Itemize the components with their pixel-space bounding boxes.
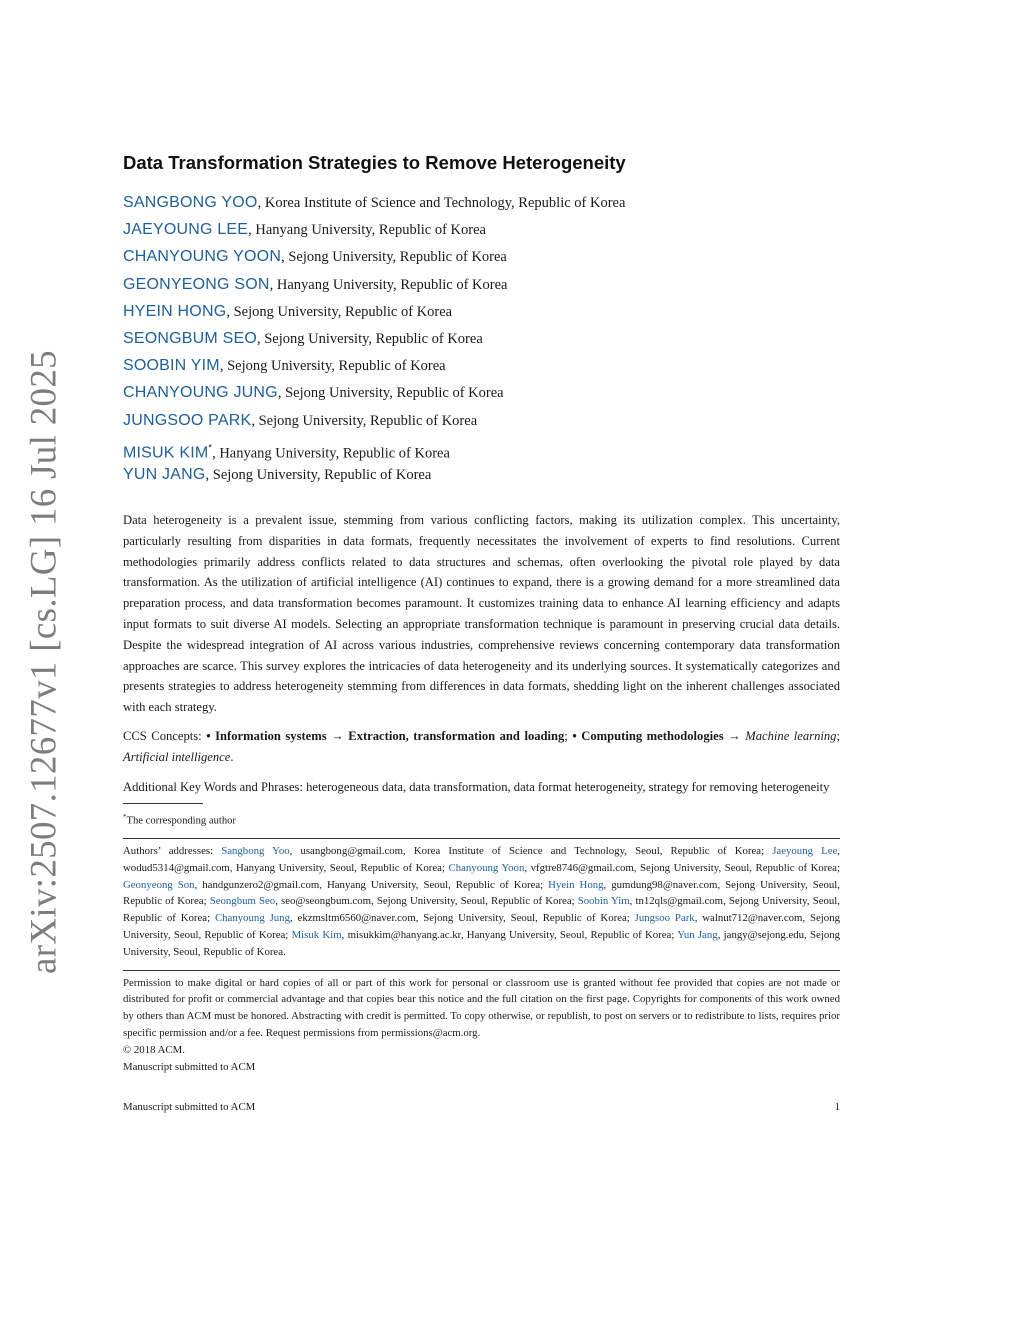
author-name[interactable]: SANGBONG YOO bbox=[123, 194, 258, 211]
author-name[interactable]: SEONGBUM SEO bbox=[123, 329, 257, 347]
author-entry bbox=[123, 356, 840, 383]
author-entry bbox=[123, 438, 840, 465]
corresponding-mark: * bbox=[208, 442, 213, 453]
author-link[interactable]: Sangbong Yoo bbox=[221, 844, 290, 857]
abstract: Data heterogeneity is a prevalent issue, stemming from various conflicting factors, making its utilization complex. This uncertainty, particularly resulting from disparities in data formats, frequently necessitates the involvement of experts to find resolutions. Current methodologies primarily address conflicts related to data structures and schemas, often overlooking the pivotal role played by data transformation. As the utilization of artificial intelligence (AI) continues to expand, there is a growing demand for a more streamlined data preparation process, and data transformation becomes paramount. It customizes training data to enhance AI learning efficiency and adapts input formats to suit diverse AI models. Selecting an appropriate transformation technique is paramount in preserving crucial data details. Despite the widespread integration of AI across various industries, comprehensive reviews concerning contemporary data transformation approaches are scarce. This survey explores the intricacies of data heterogeneity and its underlying sources. It systematically categorizes and presents strategies to address heterogeneity stemming from differences in data formats, shedding light on the inherent challenges associated with each strategy. bbox=[123, 513, 840, 715]
footnote-mark: * bbox=[123, 813, 127, 822]
ccs-label: CCS Concepts: bbox=[123, 729, 207, 744]
footnote-rule bbox=[123, 803, 203, 804]
permission-notice: Permission to make digital or hard copies of all or part of this work for personal or classroom use is granted without fee provided that copies are not made or distributed for profit or commercial advantage and that copies bear this notice and the full citation on the first page. Copyrights for components of this work owned by others than ACM must be honored. Abstracting with credit is permitted. To copy otherwise, or republish, to post on servers or to redistribute to lists, requires prior specific permission and/or a fee. Request permissions from permissions@acm.org. bbox=[123, 976, 840, 1039]
author-link[interactable]: Chanyoung Jung bbox=[214, 912, 290, 925]
author-entry bbox=[123, 465, 840, 492]
author-name[interactable]: CHANYOUNG JUNG bbox=[123, 384, 278, 402]
page-number: 1 bbox=[834, 1101, 840, 1113]
author-affiliation: , Hanyang University, Republic of Korea bbox=[269, 276, 508, 293]
author-affiliation: , Sejong University, Republic of Korea bbox=[281, 249, 507, 266]
author-link[interactable]: Jungsoo Park bbox=[634, 912, 695, 925]
author-entry bbox=[123, 275, 840, 302]
page-footer bbox=[123, 1101, 840, 1113]
author-link[interactable]: Yun Jang bbox=[677, 928, 718, 941]
author-link[interactable]: Misuk Kim bbox=[291, 928, 342, 941]
author-affiliation: , Sejong University, Republic of Korea bbox=[277, 385, 504, 402]
paper-title: Data Transformation Strategies to Remove Heterogeneity bbox=[123, 152, 626, 173]
author-affiliation: , Sejong University, Republic of Korea bbox=[205, 466, 432, 483]
author-link[interactable]: Jaeyoung Lee bbox=[772, 844, 838, 857]
author-name[interactable]: JUNGSOO PARK bbox=[123, 411, 252, 429]
author-entry bbox=[123, 383, 840, 410]
author-affiliation: , Korea Institute of Science and Technology, Republic of Korea bbox=[257, 195, 626, 211]
author-entry bbox=[123, 302, 840, 329]
arxiv-stamp: arXiv:2507.12677v1 [cs.LG] 16 Jul 2025 bbox=[23, 350, 65, 974]
paper-body bbox=[123, 152, 840, 1075]
ccs-term-2: Artificial intelligence bbox=[123, 749, 231, 764]
manuscript-note: Manuscript submitted to ACM bbox=[123, 1060, 256, 1073]
ccs-concepts: CCS Concepts: • Information systems → Extraction, transformation and loading; • Computing methodologies → Machine learning; Artificial intelligence. bbox=[123, 729, 840, 764]
author-name[interactable]: GEONYEONG SON bbox=[123, 275, 270, 293]
author-affiliation: , Hanyang University, Republic of Korea bbox=[248, 222, 486, 239]
author-affiliation: , Sejong University, Republic of Korea bbox=[251, 412, 478, 429]
ccs-concept-2: • Computing methodologies bbox=[572, 729, 724, 744]
author-name[interactable]: HYEIN HONG bbox=[123, 302, 227, 320]
author-entry bbox=[123, 220, 840, 247]
author-entry bbox=[123, 411, 840, 438]
author-link[interactable]: Soobin Yim bbox=[577, 895, 630, 908]
ccs-concept-1: • Information systems → Extraction, transformation and loading bbox=[206, 729, 565, 744]
keywords: Additional Key Words and Phrases: heterogeneous data, data transformation, data format heterogeneity, strategy for removing heterogeneity bbox=[123, 779, 830, 794]
author-name[interactable]: MISUK KIM bbox=[123, 444, 209, 462]
author-name[interactable]: SOOBIN YIM bbox=[123, 357, 220, 375]
copyright: © 2018 ACM. bbox=[123, 1043, 185, 1056]
author-affiliation: , Hanyang University, Republic of Korea bbox=[212, 445, 450, 462]
author-affiliation: , Sejong University, Republic of Korea bbox=[226, 303, 453, 320]
author-entry bbox=[123, 247, 840, 274]
footnote-text: The corresponding author bbox=[126, 815, 236, 827]
author-entry bbox=[123, 193, 840, 220]
author-name[interactable]: JAEYOUNG LEE bbox=[123, 221, 249, 239]
footer-left: Manuscript submitted to ACM bbox=[123, 1101, 256, 1113]
divider bbox=[123, 970, 840, 971]
authors-addresses: Authors’ addresses: Sangbong Yoo, usangbong@gmail.com, Korea Institute of Science and Technology, Seoul, Republic of Korea; Jaeyoung Lee, wodud5314@gmail.com, Hanyang University, Seoul, Republic of Korea; Chanyoung Yoon, vfgtre8746@gmail.com, Sejong University, Seoul, Republic of Korea; Geonyeong Son, handgunzero2@gmail.com, Hanyang University, Seoul, Republic of Korea; Hyein Hong, gumdung98@naver.com, Sejong University, Seoul, Republic of Korea; Seongbum Seo, seo@seongbum.com, Sejong University, Seoul, Republic of Korea; Soobin Yim, tn12qls@gmail.com, Sejong University, Seoul, Republic of Korea; Chanyoung Jung, ekzmsltm6560@naver.com, Sejong University, Seoul, Republic of Korea; Jungsoo Park, walnut712@naver.com, Sejong University, Seoul, Republic of Korea; Misuk Kim, misukkim@hanyang.ac.kr, Hanyang University, Seoul, Republic of Korea; Yun Jang, jangy@sejong.edu, Sejong University, Seoul, Republic of Korea. bbox=[123, 844, 841, 958]
author-list bbox=[123, 193, 840, 492]
author-link[interactable]: Chanyoung Yoon bbox=[448, 861, 525, 874]
author-link[interactable]: Seongbum Seo bbox=[209, 895, 276, 908]
author-affiliation: , Sejong University, Republic of Korea bbox=[219, 358, 446, 375]
author-name[interactable]: YUN JANG bbox=[123, 465, 206, 483]
author-name[interactable]: CHANYOUNG YOON bbox=[123, 248, 282, 266]
author-link[interactable]: Geonyeong Son bbox=[123, 878, 195, 891]
footnote bbox=[123, 810, 840, 829]
author-entry bbox=[123, 329, 840, 356]
author-affiliation: , Sejong University, Republic of Korea bbox=[256, 330, 483, 347]
ccs-term-1: Machine learning bbox=[745, 729, 837, 744]
divider bbox=[123, 838, 840, 839]
author-link[interactable]: Hyein Hong bbox=[548, 878, 604, 891]
